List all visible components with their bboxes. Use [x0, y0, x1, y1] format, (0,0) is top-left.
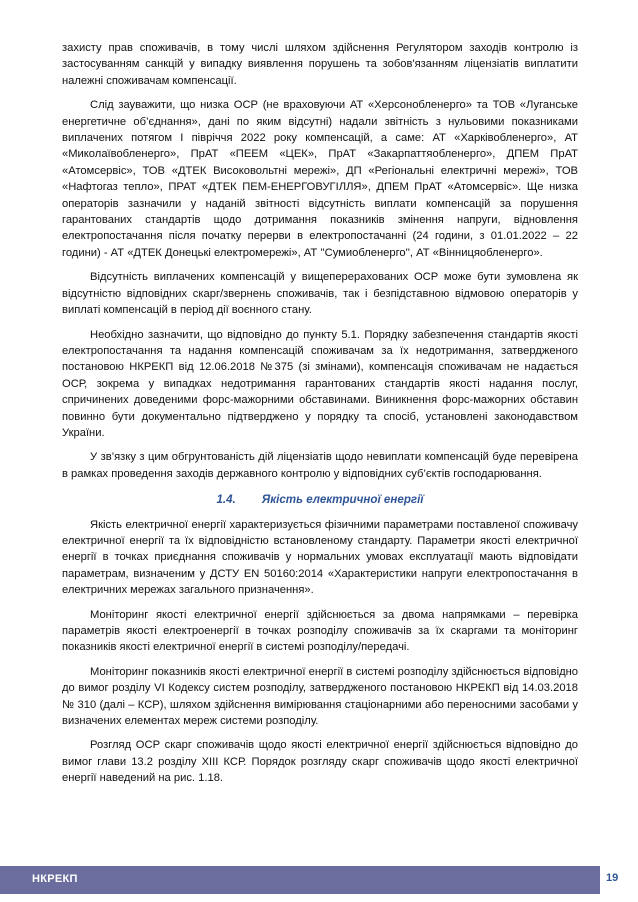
footer-bar [0, 866, 600, 894]
document-body [62, 40, 578, 795]
paragraph-force-majeure: Необхідно зазначити, що відповідно до пункту 5.1. Порядку забезпечення стандартів якості електропостачання та надання компенсацій споживачам за їх недотримання, затвердженого постановою НКРЕКП від 12.06.2018 №375 (зі змінами), компенсація споживачам не надається ОСР, зокрема у випадках недотримання гарантованих стандартів якості надання послуг, спричинених доведеними форс-мажорними обставинами. Виникнення форс-мажорних обставин повинно бути документально підтверджено у порядку та спосіб, установлені законодавством України. [62, 328, 578, 439]
paragraph-zero-compensation: Слід зауважити, що низка ОСР (не враховуючи АТ «Херсонобленерго» та ТОВ «Луганське енергетичне об’єднання», дані по яким відсутні) надали звітність з нульовими показниками виплачених потягом І півріччя 2022 року компенсацій, а саме: АТ «Харківобленерго», АТ «Миколаївобленерго», ПрАТ «ПЕЕМ «ЦЕК», ПрАТ «Закарпаттяобленерго», ДПЕМ ПрАТ «Атомсервіс», ТОВ «ДТЕК Високовольтні мережі», ДП «Регіональні електричні мережі», ТОВ «Нафтогаз тепло», ПРАТ «ДТЕК ПЕМ-ЕНЕРГОВУГІЛЛЯ», ДПЕМ ПрАТ «Атомсервіс». Ще низка операторів зазначили у наданій звітності відсутність виплати компенсацій за порушення гарантованих стандартів щодо дотримання показників змінення напруги, відновлення електропостачання після початку перерви в електропостачанні (24 години, з 01.01.2022 – 22 години) - АТ «ДТЕК Донецькі електромережі», АТ ''Сумиобленерго'', АТ «Вінницяобленерго». [62, 99, 578, 259]
footer-label: НКРЕКП [32, 873, 78, 885]
section-number: 1.4. [216, 493, 236, 507]
paragraph-continuation: захисту прав споживачів, в тому числі шляхом здійснення Регулятором заходів контролю із застосуванням санкцій у випадку виявлення порушень та зобов'язанням ліцензіатів виплатити належні споживачам компенсації. [62, 42, 578, 87]
section-title: Якість електричної енергії [261, 493, 424, 507]
page-number: 19 [606, 872, 619, 884]
paragraph-absence-reasons: Відсутність виплачених компенсацій у вищеперерахованих ОСР може бути зумовлена як відсутністю відповідних скарг/звернень споживачів, так і безпідставною відмовою операторів у виплаті компенсацій в період дії воєнного стану. [62, 271, 578, 317]
paragraph-monitoring-code: Моніторинг показників якості електричної енергії в системі розподілу здійснюється відповідно до вимог розділу VI Кодексу систем розподілу, затвердженого постановою НКРЕКП від 14.03.2018 № 310 (далі – КСР), шляхом здійснення вимірювання стаціонарними або переносними засобами у визначених елементах мереж системи розподілу. [62, 665, 578, 728]
paragraph-quality-definition: Якість електричної енергії характеризується фізичними параметрами поставленої споживачу електричної енергії та їх відповідністю встановленому стандарту. Параметри якості електричної енергії в точках приєднання споживачів у нормальних умовах експлуатації мають відповідати параметрам, визначеним у ДСТУ EN 50160:2014 «Характеристики напруги електропостачання в електричних мережах загального призначення». [62, 518, 578, 597]
paragraph-monitoring-directions: Моніторинг якості електричної енергії здійснюється за двома напрямками – перевірка параметрів якості електроенергії в точках розподілу споживачів за їх скаргами та моніторинг показників якості електричної енергії в системі розподілу/передачі. [62, 608, 578, 654]
section-heading [62, 492, 578, 508]
paragraph-state-control: У зв’язку з цим обгрунтованість дій ліцензіатів щодо невиплати компенсацій буде перевірена в рамках проведення заходів державного контролю у відповідних суб’єктів господарювання. [62, 451, 578, 480]
paragraph-complaints: Розгляд ОСР скарг споживачів щодо якості електричної енергії здійснюється відповідно до вимог глави 13.2 розділу XIII КСР. Порядок розгляду скарг споживачів щодо якості електричної енергії наведений на рис. 1.18. [62, 739, 578, 785]
